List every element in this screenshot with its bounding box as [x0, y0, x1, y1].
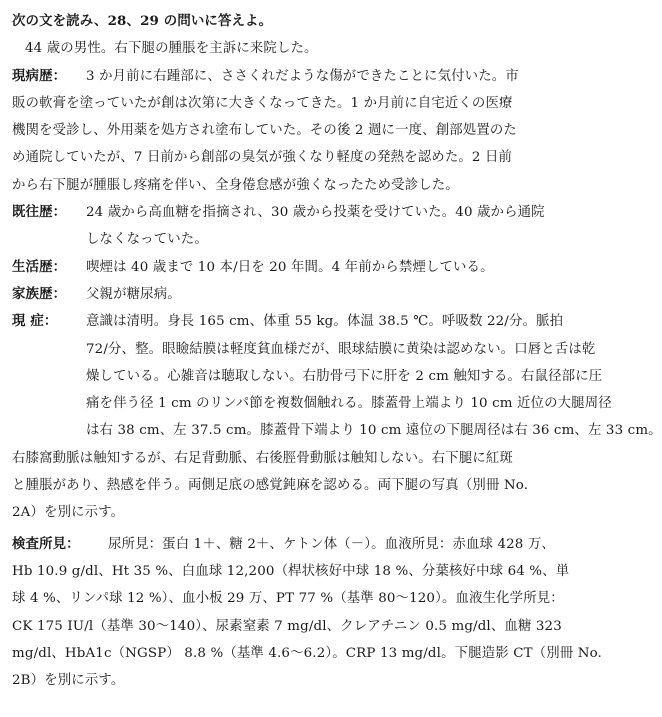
- exam-text-line: 尿所見：蛋白 1＋、糖 2＋、ケトン体（－）。血液所見：赤血球 428 万、: [108, 536, 555, 552]
- present-text-line: は右 38 cm、左 37.5 cm。膝蓋骨下端より 10 cm 遠位の下腿周径は右 36 cm、左 33 cm。: [86, 423, 662, 439]
- exam-text-line: 2B）を別に示す。: [12, 673, 125, 689]
- history-text-line: 3 か月前に右踵部に、ささくれだような傷ができたことに気付いた。市: [86, 68, 519, 84]
- question-title: 次の文を読み、28、29 の問いに答えよ。: [12, 13, 273, 29]
- present-section: [12, 308, 662, 526]
- exam-label: 検査所見：: [12, 536, 80, 552]
- history-label: 現病歴：: [12, 68, 67, 84]
- exam-text-line: mg/dl、HbA1c（NGSP） 8.8 %（基準 4.6～6.2）。CRP 13 mg/dl。下腿造影 CT（別冊 No.: [12, 645, 602, 661]
- present-text-line: と腫脹があり、熱感を伴う。両側足底の感覚鈍麻を認める。両下腿の写真（別冊 No.: [12, 478, 529, 494]
- exam-section: [12, 531, 602, 695]
- past-history-text-line: 24 歳から高血糖を指摘され、30 歳から投薬を受けていた。40 歳から通院: [86, 205, 545, 221]
- history-text-line: 販の軟膏を塗っていたが創は次第に大きくなってきた。1 か月前に自宅近くの医療: [12, 95, 513, 111]
- exam-text-line: 球 4 %、リンパ球 12 %）、血小板 29 万、PT 77 %（基準 80～120）。血液生化学所見：: [12, 591, 564, 607]
- case-intro: 44 歳の男性。右下腿の腫脹を主訴に来院した。: [25, 41, 318, 57]
- present-text-line: 右膝窩動脈は触知するが、右足背動脈、右後脛骨動脈は触知しない。右下腿に紅斑: [12, 450, 514, 466]
- family-section: [12, 281, 571, 308]
- past-history-text-line: しなくなっていた。: [86, 232, 208, 248]
- present-text-line: 意識は清明。身長 165 cm、体重 55 kg。体温 38.5 ℃。呼吸数 22/分。脈拍: [86, 314, 564, 330]
- present-text-line: 痛を伴う径 1 cm のリンパ節を複数個触れる。膝蓋骨上端より 10 cm 近位の大腿周径: [86, 396, 612, 412]
- history-section: [12, 63, 571, 199]
- family-label: 家族歴：: [12, 286, 67, 302]
- exam-text-line: CK 175 IU/l（基準 30～140）、尿素窒素 7 mg/dl、クレアチニン 0.5 mg/dl、血糖 323: [12, 618, 562, 634]
- past-history-label: 既往歴：: [12, 205, 67, 221]
- lifestyle-label: 生活歴：: [12, 259, 67, 275]
- lifestyle-section: [12, 254, 571, 281]
- past-history-section: [12, 199, 571, 254]
- history-text-line: め通院していたが、7 日前から創部の臭気が強くなり軽度の発熱を認めた。2 日前: [12, 150, 513, 166]
- lifestyle-text: 喫煙は 40 歳まで 10 本/日を 20 年間。4 年前から禁煙している。: [86, 259, 494, 275]
- history-text-line: 機関を受診し、外用薬を処方され塗布していた。その後 2 週に一度、創部処置のた: [12, 123, 517, 139]
- present-text-line: 2A）を別に示す。: [12, 505, 125, 521]
- present-text-line: 燥している。心雑音は聴取しない。右肋骨弓下に肝を 2 cm 触知する。右鼠径部に圧: [86, 368, 603, 384]
- family-text: 父親が糖尿病。: [86, 286, 181, 302]
- present-label: 現 症：: [12, 314, 58, 330]
- exam-text-line: Hb 10.9 g/dl、Ht 35 %、白血球 12,200（桿状核好中球 18 %、分葉核好中球 64 %、単: [12, 563, 570, 579]
- history-text-line: から右下腿が腫脹し疼痛を伴い、全身倦怠感が強くなったため受診した。: [12, 177, 459, 193]
- present-text-line: 72/分、整。眼瞼結膜は軽度貧血様だが、眼球結膜に黄染は認めない。口唇と舌は乾: [86, 341, 596, 357]
